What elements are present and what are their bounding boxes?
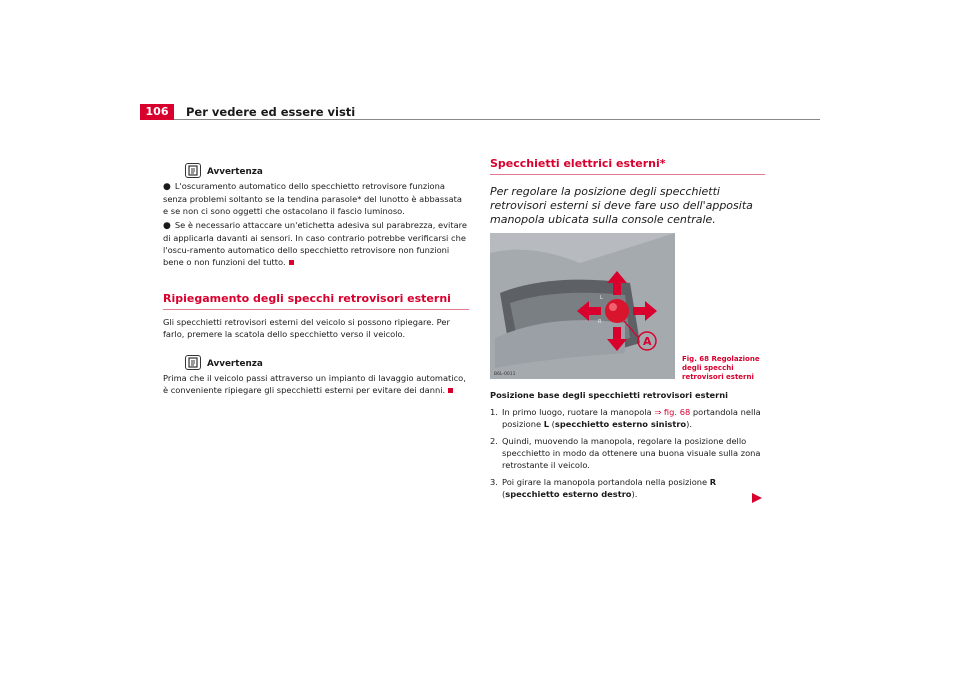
page-number: 106 (140, 104, 174, 120)
section-intro: Per regolare la posizione degli specchietti retrovisori esterni si deve fare uso dell'apposita manopola ubicata sulla console centrale. (490, 185, 753, 226)
info-note-icon (185, 355, 201, 370)
end-mark-icon (289, 260, 294, 265)
figure-reference-link[interactable]: ⇒ fig. 68 (654, 407, 691, 417)
warning-heading (163, 354, 469, 370)
left-column (163, 162, 469, 396)
continue-arrow-icon (751, 492, 763, 504)
warning-title: Avvertenza (207, 359, 263, 369)
page-header (140, 104, 820, 120)
figure-code: B6L-0011 (494, 372, 516, 377)
mirror-control-figure (490, 233, 675, 379)
right-column (490, 157, 765, 500)
knob-position-l-label: L (600, 295, 603, 301)
step-3: 3. Poi girare la manopola portandola nella posizione R (specchietto esterno destro). (490, 477, 717, 499)
warning-body: Prima che il veicolo passi attraverso un impianto di lavaggio automatico, è conveniente ripiegare gli specchietti esterni per evitare dei danni. (163, 373, 466, 395)
bullet-icon: ● (163, 182, 171, 192)
section-title: Specchietti elettrici esterni* (490, 157, 765, 175)
steps-heading: Posizione base degli specchietti retrovisori esterni (490, 390, 729, 400)
warning-bullet: ● L'oscuramento automatico dello specchietto retrovisore funziona senza problemi soltanto se la tendina parasole* del lunotto è abbassata e se non ci sono oggetti che ostacolano il fascio luminoso. (163, 181, 462, 216)
section-title: Ripiegamento degli specchi retrovisori esterni (163, 292, 469, 310)
knob-position-r-label: R (598, 319, 602, 325)
warning-title: Avvertenza (207, 167, 263, 177)
step-1: 1. In primo luogo, ruotare la manopola ⇒ fig. 68 portandola nella posizione L (specchietto esterno sinistro). (490, 407, 761, 429)
bullet-icon: ● (163, 221, 171, 231)
end-mark-icon (448, 388, 453, 393)
callout-a-label: A (643, 335, 652, 348)
header-divider (174, 119, 820, 120)
section-body: Gli specchietti retrovisori esterni del veicolo si possono ripiegare. Per farlo, premere la scatola dello specchietto verso il veicolo. (163, 317, 450, 339)
figure-caption: Fig. 68 Regolazione degli specchi retrovisori esterni (682, 355, 760, 381)
info-note-icon (185, 163, 201, 178)
warning-bullet: ● Se è necessario attaccare un'etichetta adesiva sul parabrezza, evitare di applicarla davanti ai sensori. In caso contrario potrebbe verificarsi che l'oscu-ramento automatico dello specchietto retrovisore non funzioni bene o non funzioni del tutto. (163, 220, 468, 267)
step-2: 2. Quindi, muovendo la manopola, regolare la posizione dello specchietto in modo da ottenere una buona visuale sulla zona retrostante il veicolo. (490, 436, 761, 470)
chapter-title: Per vedere ed essere visti (186, 105, 356, 119)
mirror-control-illustration (490, 233, 675, 379)
warning-heading (163, 162, 469, 178)
